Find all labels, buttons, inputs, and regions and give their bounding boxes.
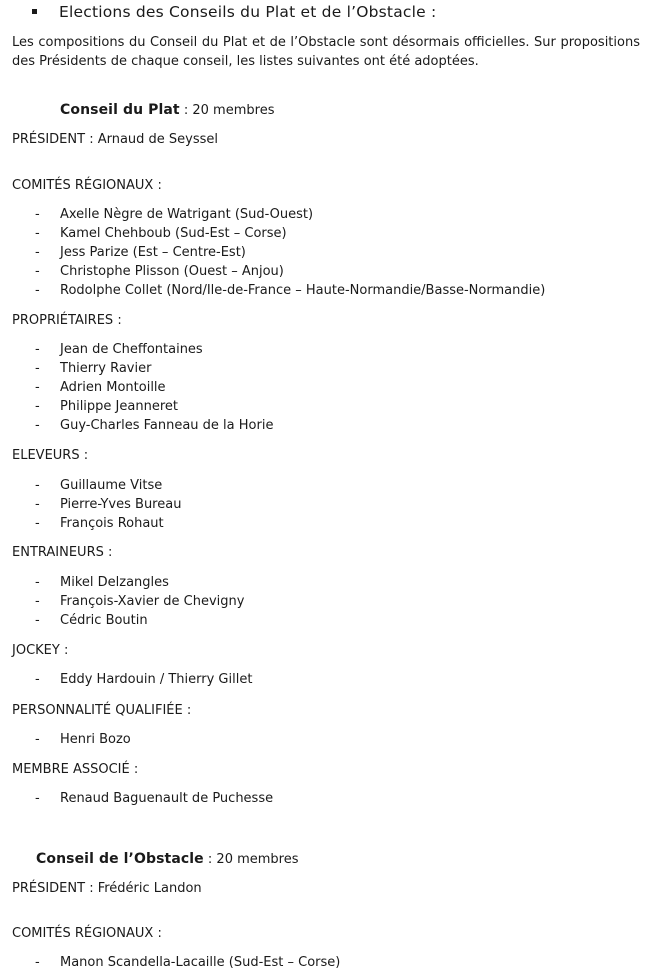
list-item: - Christophe Plisson (Ouest – Anjou) [35,264,284,279]
obstacle-president: PRÉSIDENT : Frédéric Landon [12,881,202,896]
list-item: - Adrien Montoille [35,380,166,395]
list-item: - François-Xavier de Chevigny [35,594,245,609]
list-item: - Jess Parize (Est – Centre-Est) [35,245,246,260]
intro-paragraph: Les compositions du Conseil du Plat et de l’Obstacle sont désormais officielles. Sur propositions des Présidents de chaque conseil, les listes suivantes ont été adoptées. [12,35,640,69]
list-item: - Thierry Ravier [35,361,152,376]
list-item: - Philippe Jeanneret [35,399,178,414]
list-item: - Jean de Cheffontaines [35,342,203,357]
list-item: - Axelle Nègre de Watrigant (Sud-Ouest) [35,207,314,222]
list-item: - Henri Bozo [35,732,131,747]
obstacle-comites-label: COMITÉS RÉGIONAUX : [12,926,162,941]
plat-jockey-label: JOCKEY : [12,643,69,658]
plat-comites-label: COMITÉS RÉGIONAUX : [12,178,162,193]
plat-president: PRÉSIDENT : Arnaud de Seyssel [12,132,219,147]
section-heading [32,3,436,21]
plat-proprietaires-label: PROPRIÉTAIRES : [12,313,122,328]
plat-eleveurs-label: ELEVEURS : [12,448,89,463]
obstacle-title-name: Conseil de l’Obstacle [36,851,204,867]
section-heading-text: Elections des Conseils du Plat et de l’Obstacle : [59,3,437,21]
plat-title-name: Conseil du Plat [60,102,180,118]
plat-membre-label: MEMBRE ASSOCIÉ : [12,762,139,777]
list-item: - Mikel Delzangles [35,575,169,590]
list-item: - Cédric Boutin [35,613,148,628]
list-item: - Guillaume Vitse [35,478,163,493]
plat-member-count: : 20 membres [183,103,275,118]
obstacle-title [36,851,299,867]
list-item: - Pierre-Yves Bureau [35,497,182,512]
list-item: - Guy-Charles Fanneau de la Horie [35,418,274,433]
plat-entraineurs-label: ENTRAINEURS : [12,545,113,560]
list-item: - Manon Scandella-Lacaille (Sud-Est – Corse) [35,955,341,970]
square-bullet-icon [32,9,37,14]
list-item: - Eddy Hardouin / Thierry Gillet [35,672,253,687]
list-item: - Renaud Baguenault de Puchesse [35,791,274,806]
plat-personnalite-label: PERSONNALITÉ QUALIFIÉE : [12,703,192,718]
list-item: - Kamel Chehboub (Sud-Est – Corse) [35,226,287,241]
list-item: - Rodolphe Collet (Nord/Ile-de-France – Haute-Normandie/Basse-Normandie) [35,283,546,298]
list-item: - François Rohaut [35,516,164,531]
obstacle-member-count: : 20 membres [207,852,299,867]
plat-title [60,102,274,118]
